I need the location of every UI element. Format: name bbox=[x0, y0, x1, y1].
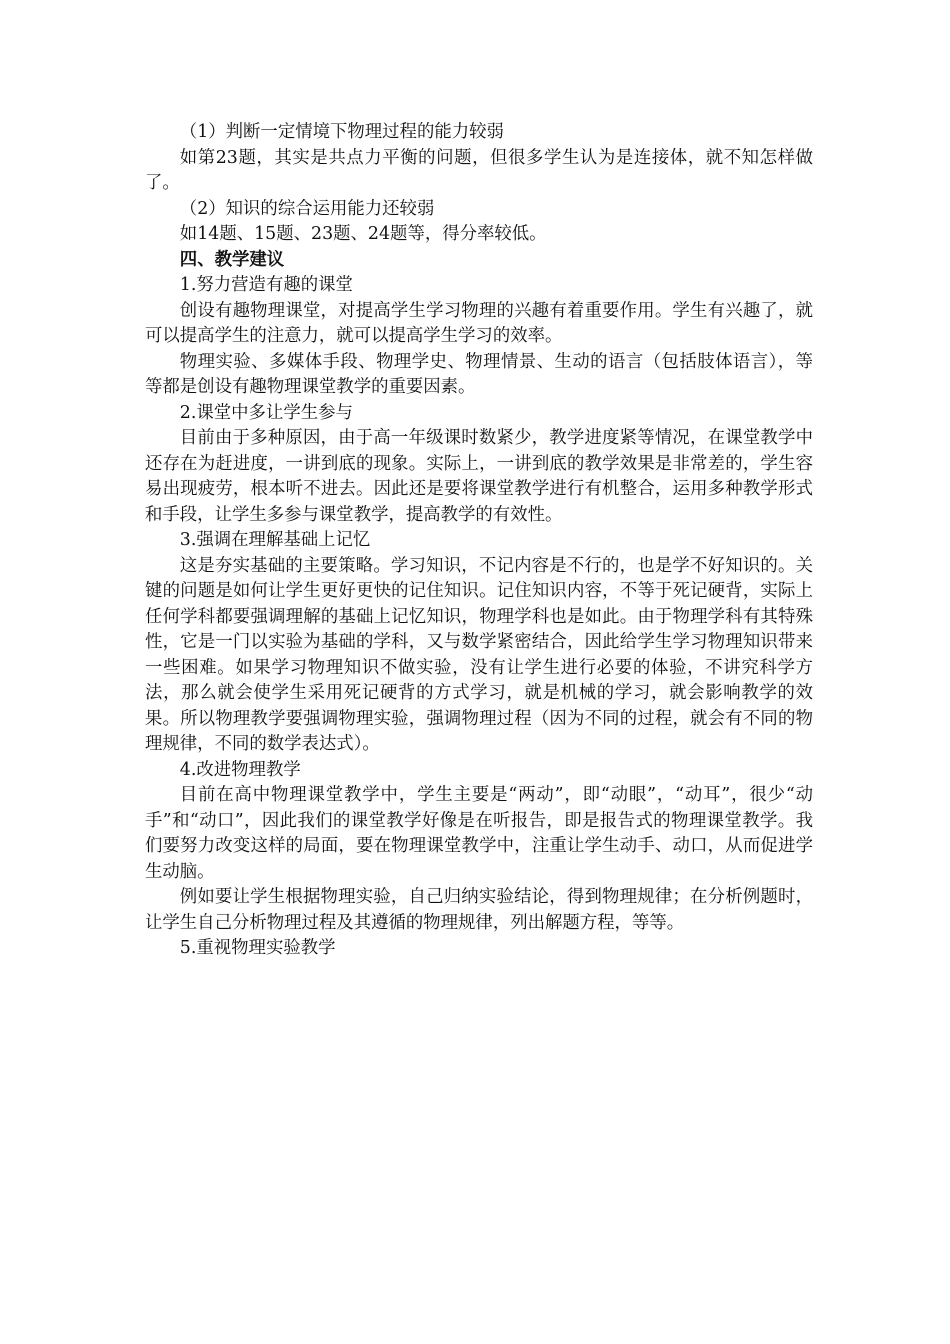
paragraph: 目前由于多种原因，由于高一年级课时数紧少，教学进度紧等情况，在课堂教学中还存在为赶进度，一讲到底的现象。实际上，一讲到底的教学效果是非常差的，学生容易出现疲劳，根本听不进去。因此还是要将课堂教学进行有机整合，运用多种教学形式和手段，让学生多参与课堂教学，提高教学的有效性。 bbox=[145, 428, 813, 525]
suggestion-5-title: 5.重视物理实验教学 bbox=[179, 938, 336, 958]
paragraph: 如第23题，其实是共点力平衡的问题，但很多学生认为是连接体，就不知怎样做了。 bbox=[145, 147, 813, 193]
subpoint-1: （1）判断一定情境下物理过程的能力较弱 bbox=[179, 122, 504, 142]
paragraph: 物理实验、多媒体手段、物理学史、物理情景、生动的语言（包括肢体语言），等等都是创设有趣物理课堂教学的重要因素。 bbox=[145, 351, 813, 397]
paragraph: 创设有趣物理课堂，对提高学生学习物理的兴趣有着重要作用。学生有兴趣了，就可以提高学生的注意力，就可以提高学生学习的效率。 bbox=[145, 300, 813, 346]
suggestion-4-title: 4.改进物理教学 bbox=[179, 759, 301, 780]
subpoint-2: （2）知识的综合运用能力还较弱 bbox=[179, 198, 435, 219]
suggestion-2-title: 2.课堂中多让学生参与 bbox=[179, 402, 353, 423]
suggestion-3-title: 3.强调在理解基础上记忆 bbox=[179, 530, 371, 550]
suggestion-1-title: 1.努力营造有趣的课堂 bbox=[179, 275, 353, 295]
document-body bbox=[145, 120, 813, 962]
paragraph: 如14题、15题、23题、24题等，得分率较低。 bbox=[179, 224, 547, 244]
paragraph: 这是夯实基础的主要策略。学习知识，不记内容是不行的，也是学不好知识的。关键的问题是如何让学生更好更快的记住知识。记住知识内容，不等于死记硬背，实际上任何学科都要强调理解的基础上记忆知识，物理学科也是如此。由于物理学科有其特殊性，它是一门以实验为基础的学科，又与数学紧密结合，因此给学生学习物理知识带来一些困难。如果学习物理知识不做实验，没有让学生进行必要的体验，不讲究科学方法，那么就会使学生采用死记硬背的方式学习，就是机械的学习，就会影响教学的效果。所以物理教学要强调物理实验，强调物理过程（因为不同的过程，就会有不同的物理规律，不同的数学表达式）。 bbox=[145, 555, 813, 754]
paragraph: 例如要让学生根据物理实验，自己归纳实验结论，得到物理规律；在分析例题时，让学生自己分析物理过程及其遵循的物理规律，列出解题方程，等等。 bbox=[145, 887, 813, 933]
section-heading: 四、教学建议 bbox=[179, 249, 285, 270]
paragraph: 目前在高中物理课堂教学中，学生主要是“两动”，即“动眼”，“动耳”，很少“动手”和“动口”，因此我们的课堂教学好像是在听报告，即是报告式的物理课堂教学。我们要努力改变这样的局面，要在物理课堂教学中，注重让学生动手、动口，从而促进学生动脑。 bbox=[145, 785, 813, 882]
